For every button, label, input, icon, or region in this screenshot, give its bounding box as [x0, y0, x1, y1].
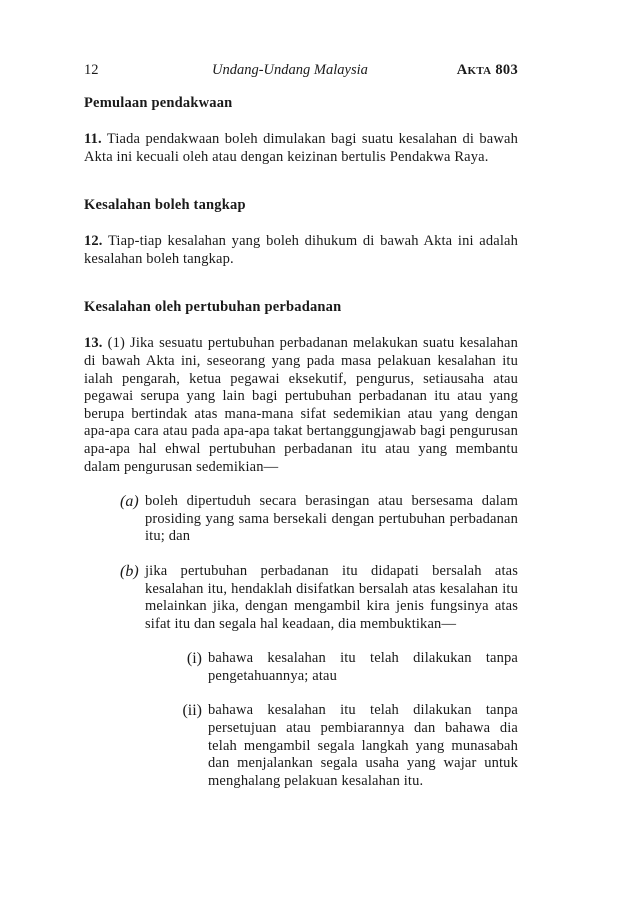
paragraph-b-text: jika pertubuhan perbadanan itu didapati bersalah atas kesalahan itu, hendaklah disifatkan bersalah atas kesalahan itu melainkan jika, dengan mengambil kira jenis fungsinya atas sifat itu dan segala hal keadaan, dia membuktikan—	[145, 562, 518, 632]
page-number: 12	[84, 62, 99, 78]
subparagraph-i	[172, 650, 518, 685]
section-12-heading: Kesalahan boleh tangkap	[84, 197, 246, 214]
paragraph-b-label: (b)	[120, 562, 139, 580]
paragraph-a-text: boleh dipertuduh secara berasingan atau bersesama dalam prosiding yang sama bersekali dengan pertubuhan perbadanan itu; dan	[145, 493, 518, 545]
akta-initial: A	[456, 62, 468, 78]
section-13-text: (1) Jika sesuatu pertubuhan perbadanan melakukan suatu kesalahan di bawah Akta ini, seseorang yang pada masa pelakuan kesalahan itu ialah pengarah, ketua pegawai eksekutif, pengurus, setiausaha atau pegawai serupa yang lain bagi pertubuhan perbadanan itu atau yang berupa bertindak atas mana-mana sifat sedemikian atau yang dengan apa-apa cara atau pada apa-apa takat bertanggungjawab bagi pengurusan apa-apa hal ehwal pertubuhan perbadanan itu atau yang membantu dalam pengurusan sedemikian—	[84, 335, 518, 475]
subparagraph-ii-text: bahawa kesalahan itu telah dilakukan tanpa persetujuan atau pembiarannya dan bahawa dia telah mengambil segala langkah yang munasabah dan menjalankan segala usaha yang wajar untuk menghalang pelakuan kesalahan itu.	[208, 702, 518, 789]
act-number	[457, 62, 518, 79]
section-13-body	[84, 335, 518, 476]
header-title: Undang-Undang Malaysia	[212, 62, 368, 78]
section-11-body	[84, 131, 518, 166]
akta-smallcaps: KTA	[467, 65, 492, 77]
subparagraph-ii-label: (ii)	[182, 702, 202, 720]
section-11-number: 11.	[84, 131, 102, 147]
paragraph-a	[120, 493, 518, 546]
subparagraph-i-text: bahawa kesalahan itu telah dilakukan tanpa pengetahuannya; atau	[208, 650, 518, 684]
document-page	[84, 62, 518, 790]
paragraph-a-label: (a)	[120, 493, 139, 511]
section-11-heading: Pemulaan pendakwaan	[84, 95, 233, 111]
page-header	[84, 62, 518, 84]
section-12-body	[84, 233, 518, 268]
section-13-heading: Kesalahan oleh pertubuhan perbadanan	[84, 299, 342, 316]
section-11-text: Tiada pendakwaan boleh dimulakan bagi suatu kesalahan di bawah Akta ini kecuali oleh atau dengan keizinan bertulis Pendakwa Raya.	[84, 131, 518, 165]
paragraph-b	[120, 563, 518, 633]
subparagraph-ii	[172, 702, 518, 790]
section-13-number: 13.	[84, 335, 103, 352]
subparagraph-i-label: (i)	[186, 650, 202, 668]
akta-num: 803	[495, 62, 518, 78]
section-12-text: Tiap-tiap kesalahan yang boleh dihukum di bawah Akta ini adalah kesalahan boleh tangkap.	[84, 233, 518, 267]
section-12-number: 12.	[84, 233, 103, 250]
